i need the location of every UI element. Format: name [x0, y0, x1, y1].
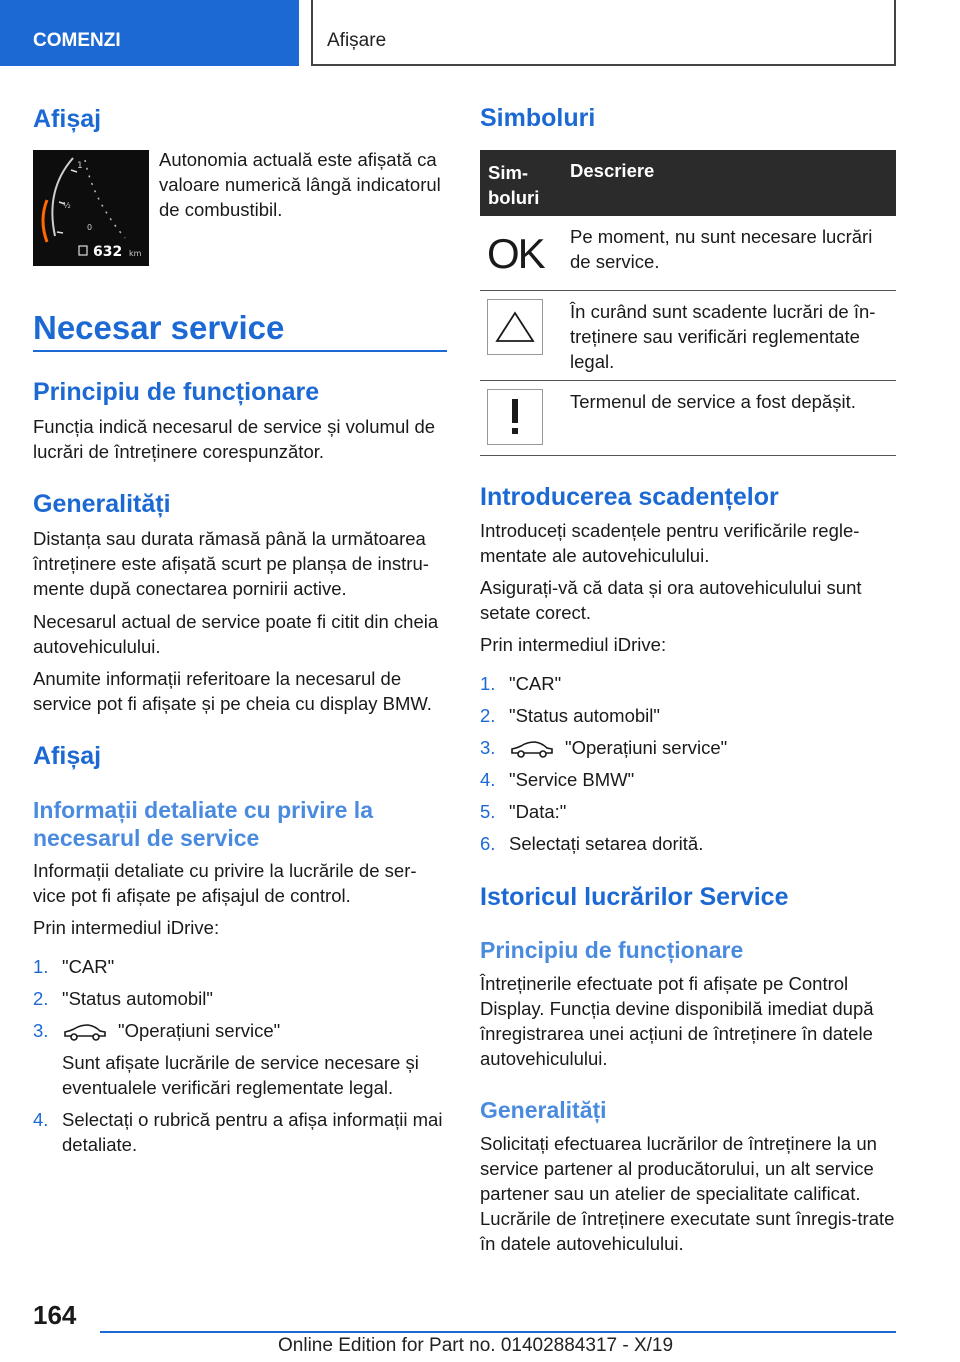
generalitati-text-right: Solicitați efectuarea lucrărilor de întreținere la un service partener al producătorului, un alt service partener sau un atelier de specialitate calificat. Lucrările de întreținere executate sunt înregis-trate în datele autovehiculului.	[480, 1133, 895, 1254]
intro-p2: Asigurați-vă că data și ora autovehiculului sunt setate corect.	[480, 577, 862, 623]
ok-symbol: OK	[487, 230, 544, 277]
header-symbol: Sim-boluri	[488, 162, 540, 208]
gauge-tick-mid: ½	[63, 201, 71, 210]
afisaj2-heading: Afișaj	[33, 742, 102, 770]
gauge-range-unit: km	[129, 249, 142, 258]
generalitati-p2: Necesarul actual de service poate fi citit din cheia autovehiculului.	[33, 611, 439, 657]
generalitati-p1: Distanța sau durata rămasă până la următoarea întreținere este afișată scurt pe planșa de instru-mente după conectarea pornirii active.	[33, 528, 429, 599]
info-heading: Informații detaliate cu privire la necesarul de service	[33, 797, 373, 851]
simboluri-heading: Simboluri	[480, 104, 596, 132]
row-description: Pe moment, nu sunt necesare lucrări de service.	[570, 226, 873, 272]
table-row	[480, 291, 896, 381]
fuel-gauge-image	[33, 150, 149, 266]
idrive-intro: Prin intermediul iDrive:	[33, 917, 220, 938]
idrive-intro-right: Prin intermediul iDrive:	[480, 634, 667, 655]
gauge-tick-bottom: 0	[87, 223, 93, 232]
afisaj-text: Autonomia actuală este afișată ca valoare numerică lângă indicatorul de combustibil.	[159, 149, 441, 220]
left-steps-list: 1. "CAR" 2. "Status automobil" 3. "Operațiuni service" Sunt afișate lucrările de service necesare și eventualele verificări reglementate legal. 4. Selectați o rubrică pentru a afișa informații mai detaliate.	[33, 956, 443, 1155]
footer-rule	[100, 1331, 896, 1333]
istoric-heading: Istoricul lucrărilor Service	[480, 883, 789, 911]
table-row	[480, 381, 896, 456]
section-label: COMENZI	[33, 30, 121, 51]
page-number: 164	[33, 1300, 77, 1330]
necesar-service-heading: Necesar service	[33, 309, 285, 346]
row-description: În curând sunt scadente lucrări de în-treținere sau verificări reglementate legal.	[570, 301, 876, 372]
triangle-icon	[487, 299, 543, 355]
right-steps-list: 1. "CAR" 2. "Status automobil" 3. "Operațiuni service" 4. "Service BMW" 5. "Data:" 6. Selectați setarea dorită.	[480, 673, 728, 854]
afisaj-heading: Afișaj	[33, 105, 102, 133]
principiu-heading-right: Principiu de funcționare	[480, 937, 744, 963]
gauge-tick-top: 1	[77, 161, 83, 171]
generalitati-heading: Generalități	[33, 490, 171, 518]
table-row	[480, 216, 896, 291]
chapter-tab	[311, 0, 896, 66]
generalitati-p3: Anumite informații referitoare la necesarul de service pot fi afișate și pe cheia cu display BMW.	[33, 668, 432, 714]
car-icon	[509, 739, 555, 759]
row-description: Termenul de service a fost depășit.	[570, 391, 856, 412]
chapter-label: Afișare	[327, 30, 387, 51]
heading-rule	[33, 350, 447, 352]
header-description: Descriere	[570, 160, 655, 181]
fuel-gauge-icon	[33, 150, 149, 266]
principiu-text: Funcția indică necesarul de service și volumul de lucrări de întreținere corespunzător.	[33, 416, 436, 462]
edition-text: Online Edition for Part no. 01402884317 - X/19	[278, 1335, 674, 1356]
section-tab	[0, 0, 299, 66]
intro-p1: Introduceți scadențele pentru verificările regle-mentate ale autovehiculului.	[480, 520, 860, 566]
gauge-range-value: 632	[93, 244, 123, 260]
symbol-table-header	[480, 150, 896, 216]
generalitati-heading-right: Generalități	[480, 1097, 607, 1123]
car-icon	[62, 1022, 108, 1042]
principiu-heading: Principiu de funcționare	[33, 378, 320, 406]
introducerea-heading: Introducerea scadențelor	[480, 483, 779, 511]
principiu-text-right: Întreținerile efectuate pot fi afișate pe Control Display. Funcția devine disponibilă imediat după înregistrarea unei acțiuni de întreținere în datele autovehiculului.	[480, 973, 874, 1069]
info-text: Informații detaliate cu privire la lucrările de ser-vice pot fi afișate pe afișajul de control.	[33, 860, 417, 906]
exclamation-icon	[487, 389, 543, 445]
